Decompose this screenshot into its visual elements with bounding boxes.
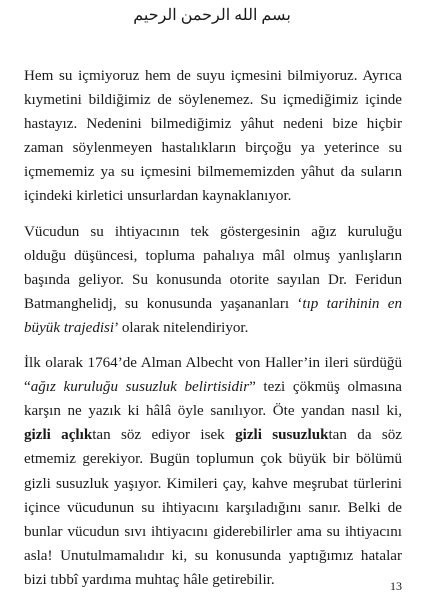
paragraph-text: ” tezi çökmüş olmasına karşın ne yazık ki hâlâ öyle sanılıyor. Öte yandan nasıl ki, [24,379,402,420]
page-body [24,64,402,592]
paragraph-3 [24,351,402,592]
page-number: 13 [390,579,402,593]
paragraph-2 [24,220,402,340]
paragraph-text: tan da söz etmemiz gerekiyor. Bugün toplumun çok büyük bir bölümü gizli susuzluk yaşıyor. Kimileri çay, kahve meşrubat türlerini içince vücudunun su ihtiyacını karşıladığını sanır. Belki de bunlar vücudun sıvı ihtiyacını giderebilirler ama su ihtiyacını asla! Unutulmamalıdır ki, su konusunda yaptığımız hatalar bizi tıbbî yardıma muhtaç hâle getirebilir. [24,427,402,588]
paragraph-text: tan söz ediyor isek [92,427,236,444]
paragraph-1 [24,64,402,209]
page-header-basmala: بسم الله الرحمن الرحيم [133,7,291,24]
paragraph-text: İlk olarak 1764’de Alman Albecht von Haller’in ileri sürdüğü “ [24,355,402,396]
paragraph-text: ’ olarak nitelendiriyor. [114,319,249,336]
italic-quote: ağız kuruluğu susuzluk belirtisidir [30,379,250,396]
paragraph-text: Vücudun su ihtiyacının tek göstergesinin ağız kuruluğu olduğu düşüncesi, topluma pahalıya mâl olmuş yanlışların başında geliyor. Su konusunda otorite sayılan Dr. Feridun Batmanghelidj, su konusunda yaşananları ‘ [24,223,402,312]
italic-quote: tıp tarihinin en büyük trajedisi [24,295,403,336]
bold-term: gizli susuzluk [235,427,329,444]
paragraph-text: Hem su içmiyoruz hem de suyu içmesini bilmiyoruz. Ayrıca kıymetini bildiğimiz de söylenemez. Su içmediğimiz içinde hastayız. Nedenini bilmediğimiz yâhut nedeni bize hiçbir zaman söylenmeyen hastalıkların birçoğu ya yeterince su içmememiz ya su içmesini bilmememizden yâhut da suların içindeki kirletici unsurlardan kaynaklanıyor. [24,68,402,205]
bold-term: gizli açlık [24,427,93,444]
